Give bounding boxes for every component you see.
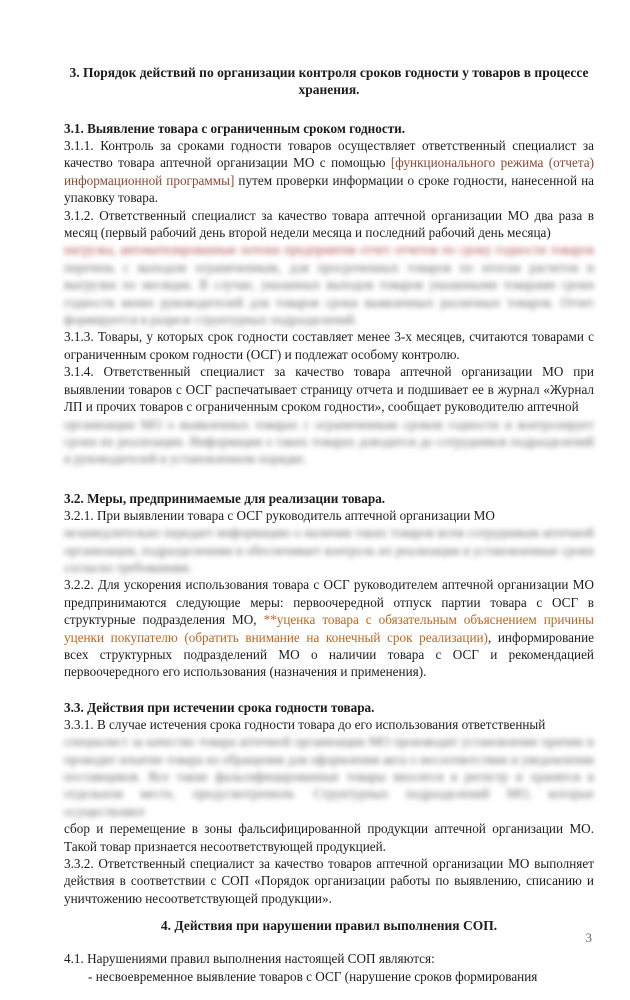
blurred-text-3-3-1: специалист за качество товара аптечной организации МО производит установление причин и проводит изъятие товара из обращения для оформления акта о несоответствии и уведомления поставщиков. Все такие фальсифицированные товары вносятся в регистр и хранятся в отдельном месте, предусмотренном. Структурных подразделений МО, которые осуществляют bbox=[64, 734, 594, 819]
paragraph-3-2-2 bbox=[64, 576, 594, 680]
paragraph-3-3-1-continued: сбор и перемещение в зоны фальсифицированной продукции аптечной организации МО. Такой товар признается несоответствующей продукцией. bbox=[64, 821, 594, 854]
paragraph-3-3-1: 3.3.1. В случае истечения срока годности товара до его использования ответственный bbox=[64, 716, 546, 732]
page-number: 3 bbox=[585, 930, 592, 945]
paragraph-3-3-2: 3.3.2. Ответственный специалист за качество товаров аптечной организации МО выполняет действия в соответствии с СОП «Порядок организации работы по выявлению, списанию и уничтожению несоответствующей продукции». bbox=[64, 856, 594, 906]
paragraph-3-1-2: 3.1.2. Ответственный специалист за качество товара аптечной организации МО два раза в месяц (первый рабочий день второй недели месяца и последний рабочий день месяца) bbox=[64, 207, 594, 241]
paragraph-3-1-1 bbox=[64, 137, 594, 207]
section-3-title: 3. Порядок действий по организации контроля сроков годности у товаров в процессе хранения. bbox=[69, 65, 589, 97]
paragraph-3-1-1-text-a: 3.1.1. Контроль за сроками годности товаров осуществляет ответственный специалист за качество товара аптечной организации МО с помощью bbox=[64, 138, 594, 171]
blurred-text-3-1-4: организации МО о выявленных товарах с ограниченным сроком годности и контролирует сроки их реализации. Информация о таких товарах доводится до сотрудников подразделений и руководителей в установленном порядке. bbox=[64, 416, 594, 467]
paragraph-3-1-3: 3.1.3. Товары, у которых срок годности составляет менее 3-х месяцев, считаются товарами с ограниченным сроком годности (ОСГ) и подлежат особому контролю. bbox=[64, 329, 594, 362]
list-item: - несвоевременное выявление товаров с ОСГ (нарушение сроков формирования bbox=[88, 968, 538, 984]
paragraph-3-2-2-text-b: , информирование всех структурных подразделений МО о наличии товара с ОСГ и рекомендацией первоочередного его использования (назначения и применения). bbox=[64, 629, 594, 680]
paragraph-3-2-1: 3.2.1. При выявлении товара с ОСГ руководитель аптечной организации МО bbox=[64, 507, 495, 523]
blurred-text-3-2-1: незамедлительно передает информацию о наличии таких товаров всем сотрудникам аптечной организации, подразделениям и обеспечивает контроль их реализации в установленные сроки согласно требованиям. bbox=[64, 525, 594, 575]
paragraph-4-1: 4.1. Нарушениями правил выполнения настоящей СОП являются: bbox=[64, 951, 435, 967]
blurred-text-3-1-2 bbox=[64, 241, 594, 328]
blurred-rest-3-1-2: перечень с выходом ограниченным, для просроченных товаров по итогам расчетов и выгрузки по месяцам. В случае, указанных выходов товаров указанными товарами сроки годности менее руководителей для товаров сроки выявленных различных товаров. Отчет формируется в разрезе структурных подразделений. bbox=[64, 259, 594, 328]
highlight-markdown: **уценка товара с обязательным объяснением причины уценки покупателю (обратить внимание на конечный срок реализации) bbox=[64, 612, 595, 645]
paragraph-3-2-2-text-a: 3.2.2. Для ускорения использования товара с ОСГ руководителем аптечной организации МО предпринимаются следующие меры: первоочередной отпуск партии товара с ОСГ в структурные подразделения МО, bbox=[64, 577, 594, 628]
subsection-3-1-title: 3.1. Выявление товара с ограниченным сроком годности. bbox=[64, 121, 406, 136]
paragraph-3-1-1-text-b: путем проверки информации о сроке годности, нанесенной на упаковку товара. bbox=[64, 172, 595, 206]
blurred-red-text-3-1-2: нагрузка, автоматизированные потоки предприятия отчет отчетов по сроку годности товаров bbox=[64, 242, 594, 258]
highlight-function-mode: [функционального режима (отчета) информационной программы] bbox=[64, 155, 594, 188]
subsection-3-3-title: 3.3. Действия при истечении срока годности товара. bbox=[64, 699, 375, 715]
subsection-3-2-title: 3.2. Меры, предпринимаемые для реализации товара. bbox=[64, 490, 386, 506]
paragraph-3-1-4: 3.1.4. Ответственный специалист за качество товара аптечной организации МО при выявлении товаров с ОСГ распечатывает страницу отчета и подшивает ее в журнал «Журнал ЛП и прочих товаров с ограниченным сроком годности», сообщает руководителю аптечной bbox=[64, 364, 594, 415]
section-4-title: 4. Действия при нарушении правил выполнения СОП. bbox=[160, 918, 498, 934]
